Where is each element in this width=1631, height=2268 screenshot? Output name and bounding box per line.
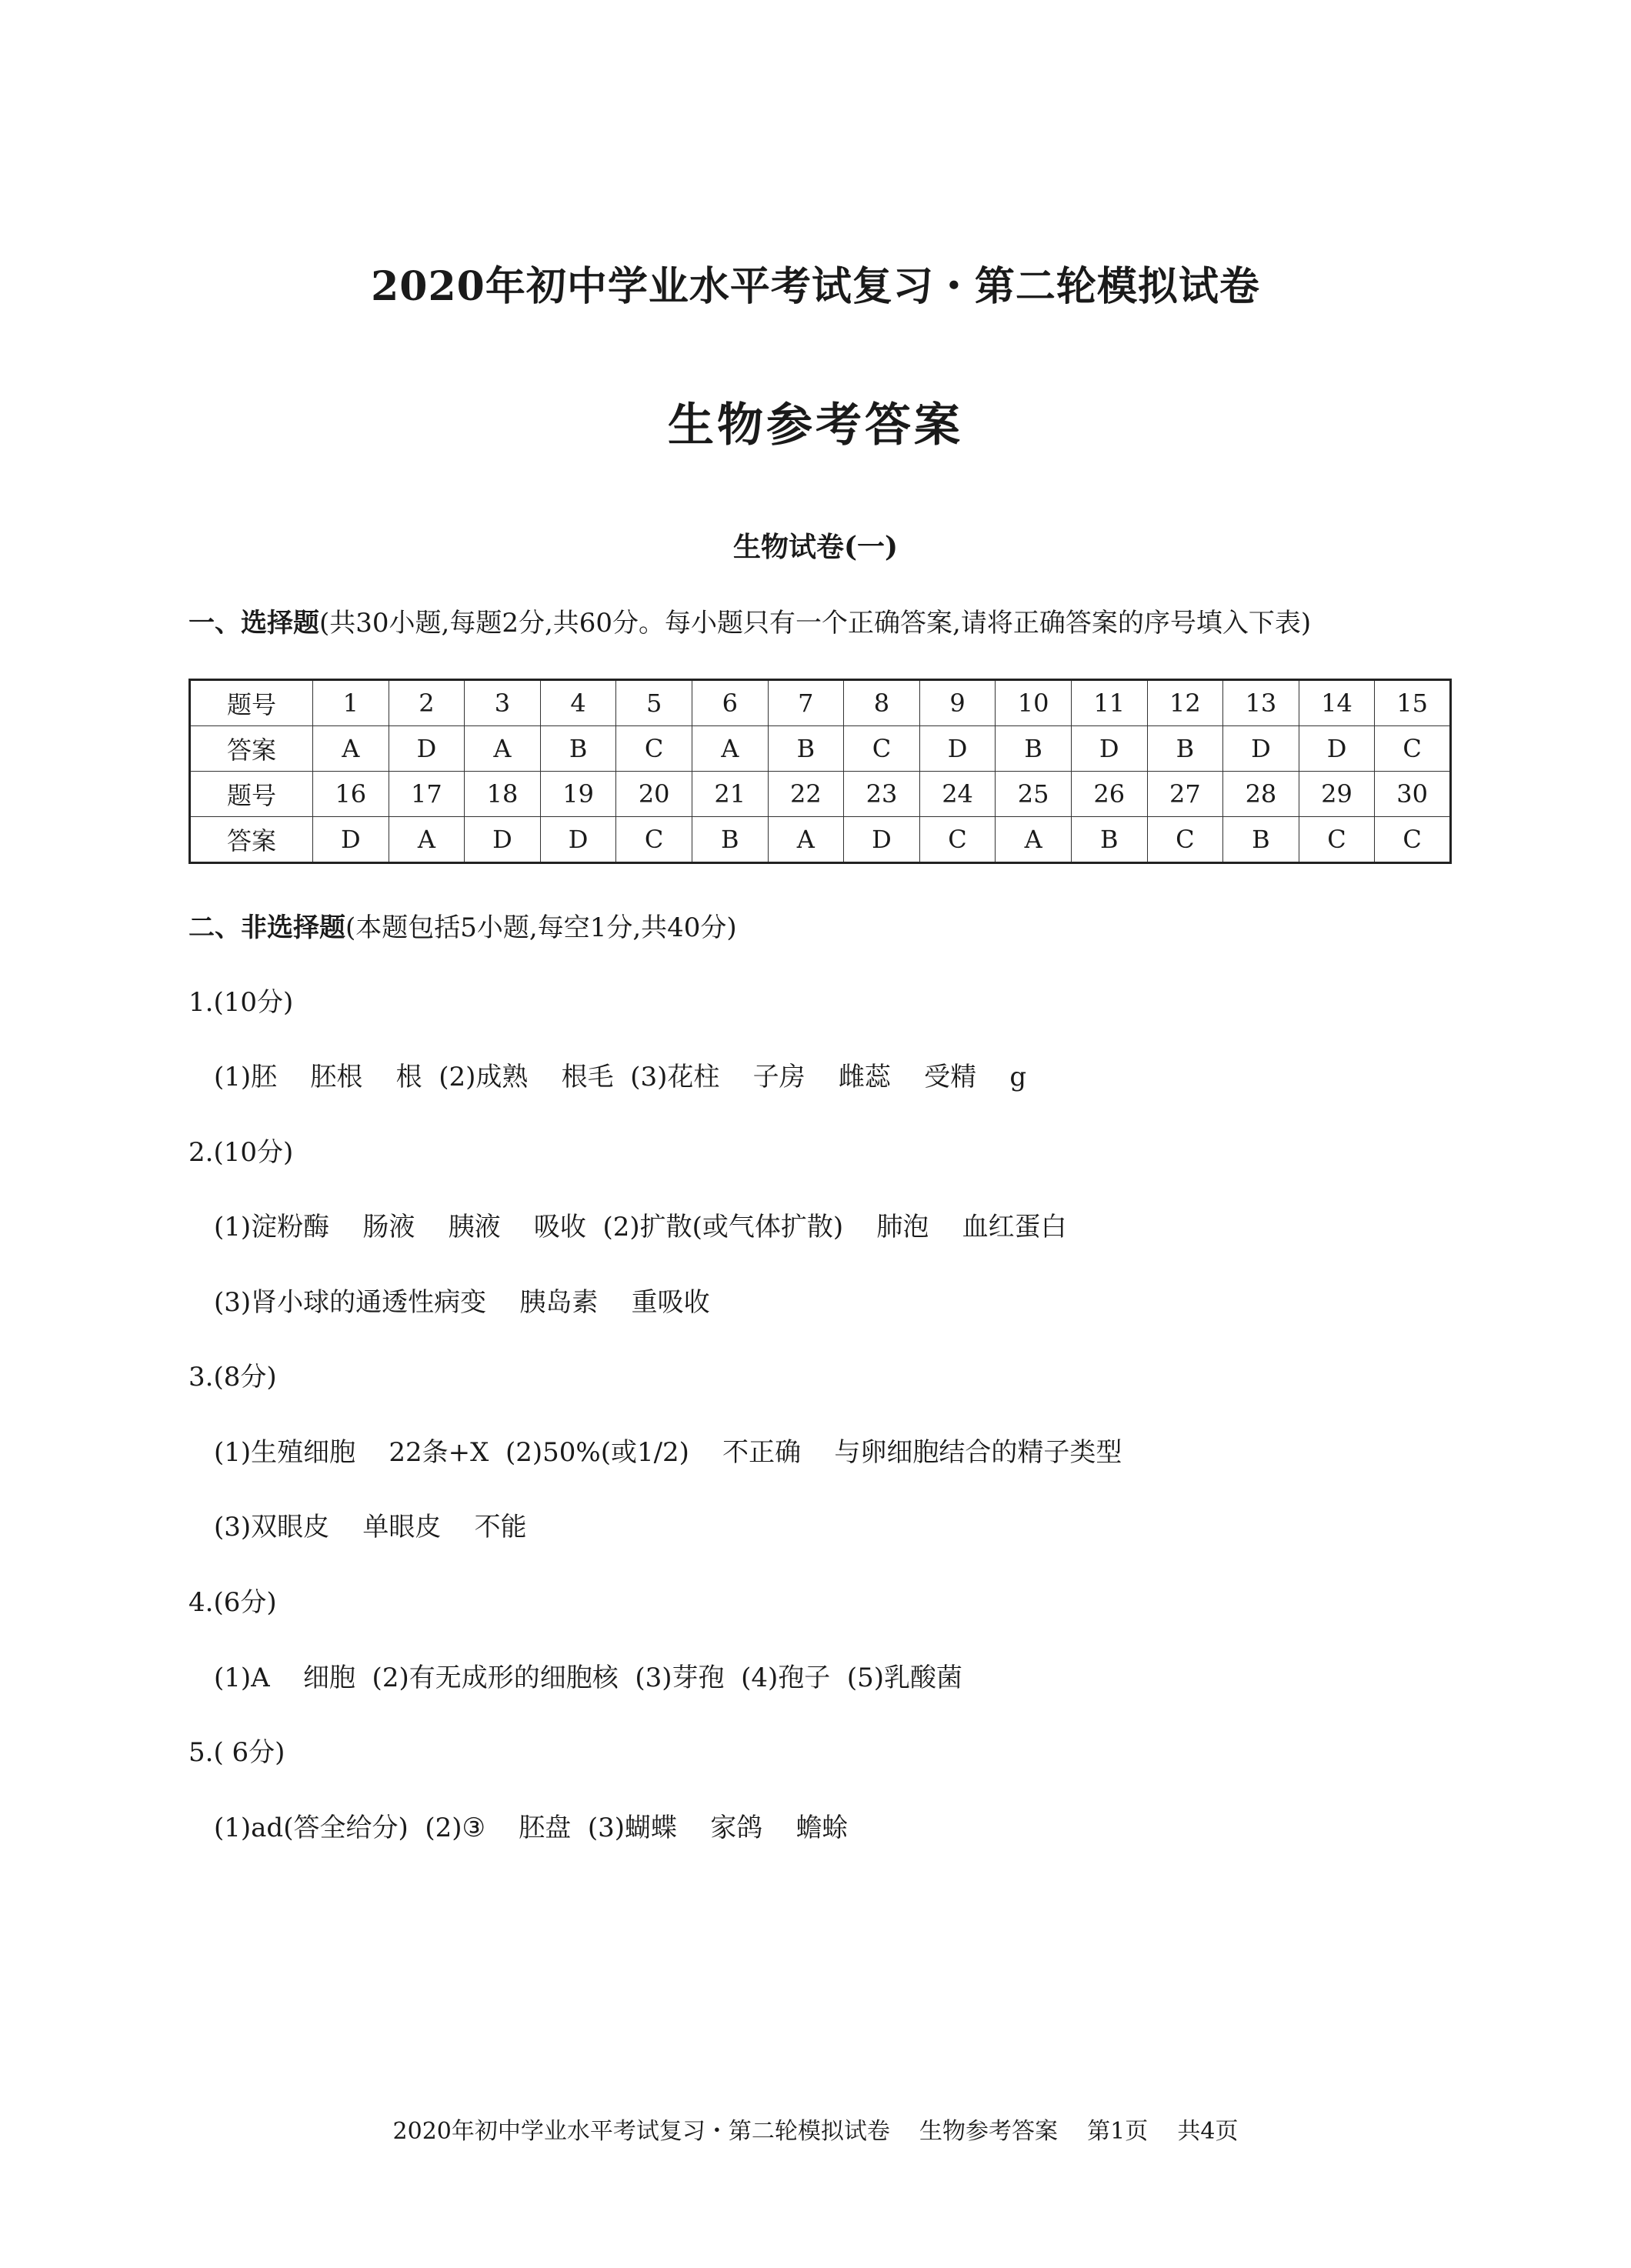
table-cell: 28 bbox=[1223, 772, 1299, 817]
table-cell: B bbox=[540, 726, 616, 772]
table-row-header: 题号 bbox=[190, 772, 313, 817]
table-cell: 15 bbox=[1375, 680, 1451, 726]
table-cell: 12 bbox=[1147, 680, 1223, 726]
table-cell: B bbox=[1071, 817, 1147, 863]
table-row-header: 答案 bbox=[190, 726, 313, 772]
table-cell: 29 bbox=[1299, 772, 1375, 817]
question-1-heading: 1.(10分) bbox=[188, 987, 294, 1018]
table-cell: B bbox=[1147, 726, 1223, 772]
table-cell: 5 bbox=[616, 680, 692, 726]
section-non-choice-heading bbox=[188, 906, 737, 944]
table-cell: 19 bbox=[540, 772, 616, 817]
page-footer: 2020年初中学业水平考试复习・第二轮模拟试卷 生物参考答案 第1页 共4页 bbox=[392, 2118, 1239, 2145]
table-row bbox=[190, 772, 1451, 817]
table-row bbox=[190, 726, 1451, 772]
table-cell: 10 bbox=[996, 680, 1072, 726]
table-cell: 2 bbox=[389, 680, 465, 726]
table-cell: C bbox=[919, 817, 996, 863]
table-cell: 22 bbox=[768, 772, 844, 817]
table-cell: A bbox=[389, 817, 465, 863]
table-cell: C bbox=[1147, 817, 1223, 863]
table-cell: 1 bbox=[313, 680, 389, 726]
table-cell: A bbox=[692, 726, 768, 772]
table-cell: B bbox=[1223, 817, 1299, 863]
table-cell: D bbox=[389, 726, 465, 772]
table-row bbox=[190, 817, 1451, 863]
table-cell: 30 bbox=[1375, 772, 1451, 817]
table-cell: 27 bbox=[1147, 772, 1223, 817]
table-cell: 24 bbox=[919, 772, 996, 817]
table-cell: C bbox=[1299, 817, 1375, 863]
section-description: (共30小题,每题2分,共60分。每小题只有一个正确答案,请将正确答案的序号填入下表) bbox=[319, 608, 1312, 639]
table-cell: B bbox=[692, 817, 768, 863]
table-cell: C bbox=[844, 726, 920, 772]
table-cell: D bbox=[313, 817, 389, 863]
table-cell: 13 bbox=[1223, 680, 1299, 726]
table-cell: 4 bbox=[540, 680, 616, 726]
table-cell: 17 bbox=[389, 772, 465, 817]
table-cell: C bbox=[1375, 817, 1451, 863]
section-label: 一、选择题 bbox=[188, 608, 319, 639]
table-cell: A bbox=[996, 817, 1072, 863]
table-cell: 14 bbox=[1299, 680, 1375, 726]
question-1-answer-line: (1)胚 胚根 根 (2)成熟 根毛 (3)花柱 子房 雌蕊 受精 g bbox=[214, 1062, 1027, 1092]
table-cell: 3 bbox=[465, 680, 541, 726]
paper-title: 生物试卷(一) bbox=[732, 531, 899, 563]
table-cell: A bbox=[313, 726, 389, 772]
table-cell: 6 bbox=[692, 680, 768, 726]
table-cell: 8 bbox=[844, 680, 920, 726]
table-cell: 9 bbox=[919, 680, 996, 726]
section-multiple-choice-heading bbox=[188, 602, 1311, 639]
table-cell: 23 bbox=[844, 772, 920, 817]
answer-key-title: 生物参考答案 bbox=[668, 399, 963, 452]
table-row bbox=[190, 680, 1451, 726]
section-label: 二、非选择题 bbox=[188, 912, 345, 943]
table-cell: C bbox=[616, 726, 692, 772]
section-description: (本题包括5小题,每空1分,共40分) bbox=[345, 912, 737, 943]
table-cell: D bbox=[1071, 726, 1147, 772]
table-cell: 25 bbox=[996, 772, 1072, 817]
table-cell: 18 bbox=[465, 772, 541, 817]
question-3-heading: 3.(8分) bbox=[188, 1362, 277, 1392]
question-4-heading: 4.(6分) bbox=[188, 1587, 277, 1618]
main-title: 2020年初中学业水平考试复习・第二轮模拟试卷 bbox=[371, 263, 1260, 310]
table-cell: 26 bbox=[1071, 772, 1147, 817]
question-3-answer-line-1: (1)生殖细胞 22条+X (2)50%(或1/2) 不正确 与卵细胞结合的精子类型 bbox=[214, 1437, 1122, 1468]
table-cell: D bbox=[465, 817, 541, 863]
table-cell: A bbox=[465, 726, 541, 772]
table-cell: 11 bbox=[1071, 680, 1147, 726]
table-cell: B bbox=[996, 726, 1072, 772]
question-2-answer-line-2: (3)肾小球的通透性病变 胰岛素 重吸收 bbox=[214, 1287, 710, 1318]
table-cell: 16 bbox=[313, 772, 389, 817]
table-cell: D bbox=[540, 817, 616, 863]
table-cell: A bbox=[768, 817, 844, 863]
table-cell: D bbox=[1299, 726, 1375, 772]
table-cell: D bbox=[844, 817, 920, 863]
table-cell: D bbox=[919, 726, 996, 772]
question-5-answer-line: (1)ad(答全给分) (2)③ 胚盘 (3)蝴蝶 家鸽 蟾蜍 bbox=[214, 1813, 849, 1843]
table-cell: B bbox=[768, 726, 844, 772]
table-cell: 20 bbox=[616, 772, 692, 817]
table-cell: D bbox=[1223, 726, 1299, 772]
question-5-heading: 5.( 6分) bbox=[188, 1737, 285, 1768]
question-2-heading: 2.(10分) bbox=[188, 1137, 294, 1168]
table-cell: 21 bbox=[692, 772, 768, 817]
question-3-answer-line-2: (3)双眼皮 单眼皮 不能 bbox=[214, 1512, 527, 1543]
table-cell: C bbox=[616, 817, 692, 863]
table-cell: C bbox=[1375, 726, 1451, 772]
table-row-header: 题号 bbox=[190, 680, 313, 726]
question-4-answer-line: (1)A 细胞 (2)有无成形的细胞核 (3)芽孢 (4)孢子 (5)乳酸菌 bbox=[214, 1663, 963, 1693]
question-2-answer-line-1: (1)淀粉酶 肠液 胰液 吸收 (2)扩散(或气体扩散) 肺泡 血红蛋白 bbox=[214, 1212, 1067, 1242]
answer-table bbox=[188, 679, 1452, 864]
table-cell: 7 bbox=[768, 680, 844, 726]
table-row-header: 答案 bbox=[190, 817, 313, 863]
